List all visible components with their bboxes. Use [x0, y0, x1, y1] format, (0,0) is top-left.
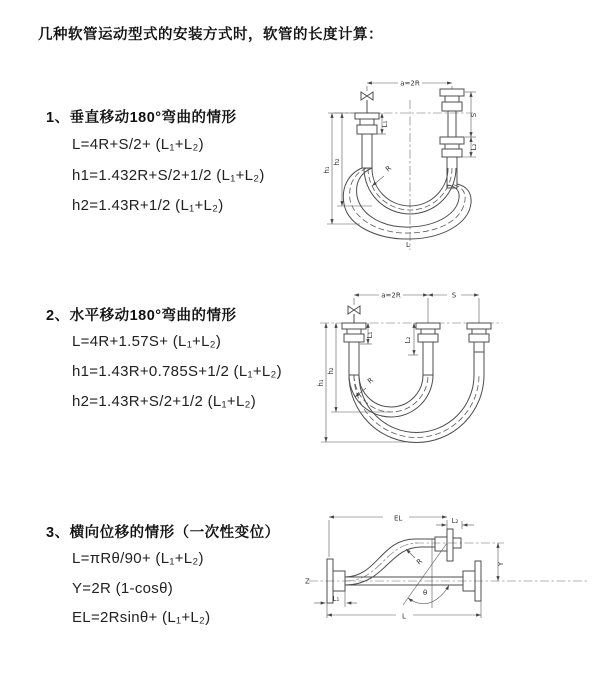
section-2-formula-h1: h1=1.43R+0.785S+1/2 (L₁+L₂): [72, 363, 282, 380]
dim-el-label: EL: [394, 514, 403, 523]
section-2-heading: 2、水平移动180°弯曲的情形: [46, 308, 237, 324]
dim-h2-label: h₂: [333, 158, 341, 166]
left-fitting: [342, 323, 366, 375]
dim-l1-label: L₁: [366, 331, 374, 339]
dim-s-label: S: [470, 112, 478, 118]
section-3-formula-Y: Y=2R (1-cosθ): [72, 580, 174, 597]
dim-a-label: a=2R: [400, 79, 420, 88]
dim-l-label: L: [402, 612, 406, 621]
dim-l2-label: L₂: [470, 143, 478, 151]
dim-y-label: Y: [497, 561, 505, 567]
left-fitting: [355, 113, 379, 168]
section-3-formula-EL: EL=2Rsinθ+ (L₁+L₂): [72, 609, 211, 626]
radius-label: R: [415, 557, 425, 567]
dim-h2-label: h₂: [327, 367, 335, 375]
section-3-heading: 3、横向位移的情形（一次性变位）: [46, 525, 280, 541]
upper-flange-displaced: [435, 529, 461, 561]
radius-label: R: [366, 376, 376, 386]
section-3-formula-L: L=πRθ/90+ (L₁+L₂): [72, 550, 204, 567]
dim-h1-label: h₁: [323, 166, 331, 174]
section-1-heading: 1、垂直移动180°弯曲的情形: [46, 110, 237, 126]
dim-l2-label: L₂: [404, 336, 412, 344]
right-fitting: [467, 323, 491, 375]
middle-fitting: [416, 323, 440, 375]
dim-a-label: a=2R: [381, 291, 401, 300]
radius-label: R: [384, 164, 394, 174]
angle-theta-label: θ: [423, 589, 428, 597]
length-label: L: [406, 241, 410, 249]
section-2-formula-L: L=4R+1.57S+ (L₁+L₂): [72, 333, 222, 350]
dim-s-label: S: [451, 291, 457, 300]
diagram-horizontal-180: [306, 283, 594, 475]
diagram-vertical-180: [310, 70, 590, 265]
dim-l2-label: L₂: [451, 517, 459, 525]
valve-icon: [348, 306, 360, 314]
dim-l1-label: L₁: [381, 120, 389, 128]
section-2-formula-h2: h2=1.43R+S/2+1/2 (L₁+L₂): [72, 393, 257, 410]
section-1-formula-L: L=4R+S/2+ (L₁+L₂): [72, 136, 204, 153]
diagram-lateral-displacement: [297, 503, 597, 643]
valve-icon: [361, 92, 373, 100]
axis-mark-label: Z: [305, 577, 310, 586]
section-1-formula-h1: h1=1.432R+S/2+1/2 (L₁+L₂): [72, 167, 265, 184]
dim-l1-label: L₁: [332, 595, 340, 603]
dim-h1-label: h₁: [317, 379, 325, 387]
page-title: 几种软管运动型式的安装方式时，软管的长度计算：: [38, 27, 383, 43]
section-1-formula-h2: h2=1.43R+1/2 (L₁+L₂): [72, 197, 224, 214]
